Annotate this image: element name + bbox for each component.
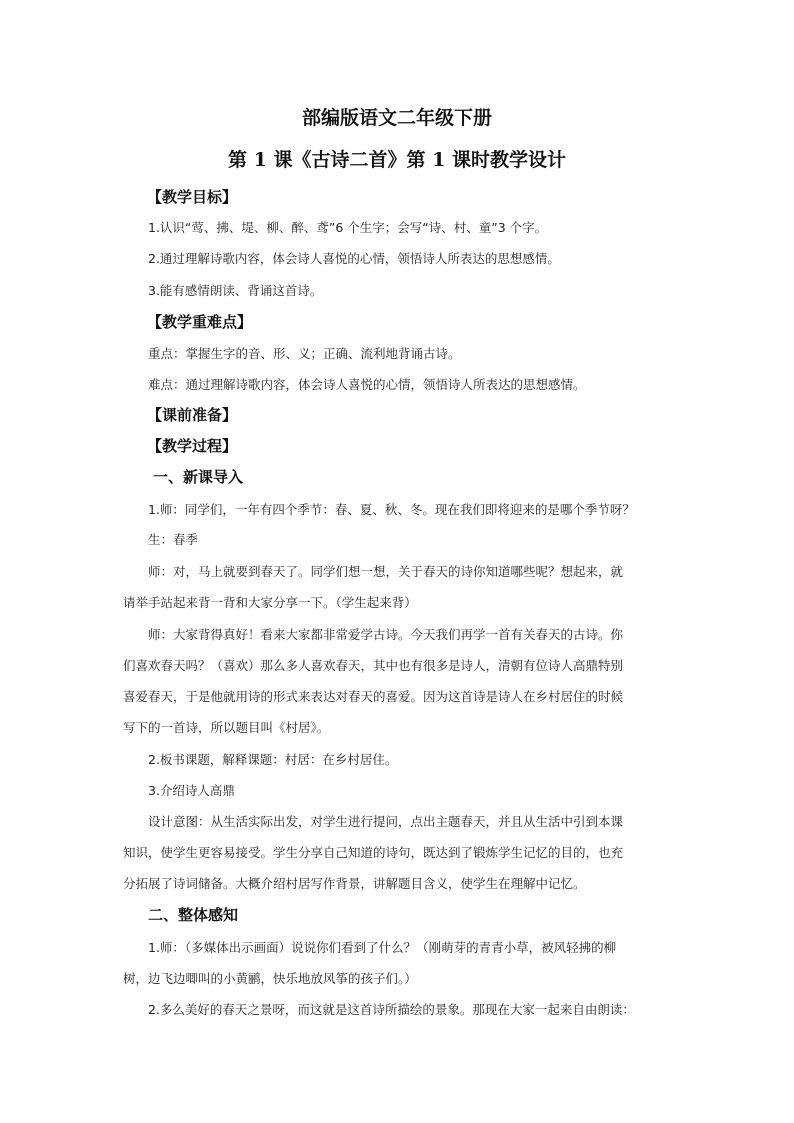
paragraph-line: 2.多么美好的春天之景呀，而这就是这首诗所描绘的景象。那现在大家一起来自由朗读：	[148, 1002, 635, 1017]
preparation-heading: 【课前准备】	[147, 406, 238, 424]
document-title: 部编版语文二年级下册	[301, 107, 492, 129]
process-heading: 【教学过程】	[147, 437, 238, 455]
paragraph-line: 喜爱春天，于是他就用诗的形式来表达对春天的喜爱。因为这首诗是诗人在乡村居住的时候	[123, 689, 624, 704]
goals-heading: 【教学目标】	[147, 188, 238, 206]
paragraph-line: 分拓展了诗词储备。大概介绍村居写作背景，讲解题目含义，使学生在理解中记忆。	[123, 876, 586, 891]
key-points-heading: 【教学重难点】	[147, 313, 253, 331]
paragraph-line: 写下的一首诗，所以题目叫《村居》。	[123, 720, 330, 735]
paragraph-line: 师：大家背得真好！看来大家都非常爱学古诗。今天我们再学一首有关春天的古诗。你	[148, 627, 624, 642]
paragraph-line: 1.师：同学们，一年有四个季节：春、夏、秋、冬。现在我们即将迎来的是哪个季节呀？	[148, 502, 635, 517]
goal-item-2: 2.通过理解诗歌内容，体会诗人喜悦的心情，领悟诗人所表达的思想感情。	[148, 251, 560, 266]
paragraph-line: 设计意图：从生活实际出发，对学生进行提问，点出主题春天，并且从生活中引到本课	[148, 814, 624, 829]
paragraph-line: 1.师：（多媒体出示画面）说说你们看到了什么？（刚萌芽的青青小草，被风轻拂的柳	[148, 940, 617, 955]
paragraph-line: 树，边飞边唧叫的小黄鹂，快乐地放风筝的孩子们。）	[123, 971, 417, 986]
lesson-subtitle: 第 1 课《古诗二首》第 1 课时教学设计	[228, 149, 566, 171]
goal-item-3: 3.能有感情朗读、背诵这首诗。	[148, 283, 323, 298]
paragraph-line: 请举手站起来背一背和大家分享一下。（学生起来背）	[123, 595, 417, 610]
paragraph-line: 2.板书课题，解释课题：村居：在乡村居住。	[148, 752, 398, 767]
paragraph-line: 3.介绍诗人高鼎	[148, 783, 235, 798]
paragraph-line: 师：对，马上就要到春天了。同学们想一想，关于春天的诗你知道哪些呢？想起来，就	[148, 564, 624, 579]
section-heading-2: 二、整体感知	[148, 906, 239, 924]
goal-item-1: 1.认识“莺、拂、堤、柳、醉、鸢”6 个生字；会写“诗、村、童”3 个字。	[148, 220, 548, 235]
paragraph-line: 知识，使学生更容易接受。学生分享自己知道的诗句，既达到了锻炼学生记忆的目的，也充	[123, 845, 624, 860]
section-heading-1: 一、新课导入	[153, 468, 244, 486]
key-point: 重点：掌握生字的音、形、义；正确、流利地背诵古诗。	[148, 346, 461, 361]
difficult-point: 难点：通过理解诗歌内容，体会诗人喜悦的心情，领悟诗人所表达的思想感情。	[148, 377, 586, 392]
paragraph-line: 们喜欢春天吗？（喜欢）那么多人喜欢春天，其中也有很多是诗人，清朝有位诗人高鼎特别	[123, 658, 624, 673]
paragraph-line: 生：春季	[148, 532, 199, 547]
